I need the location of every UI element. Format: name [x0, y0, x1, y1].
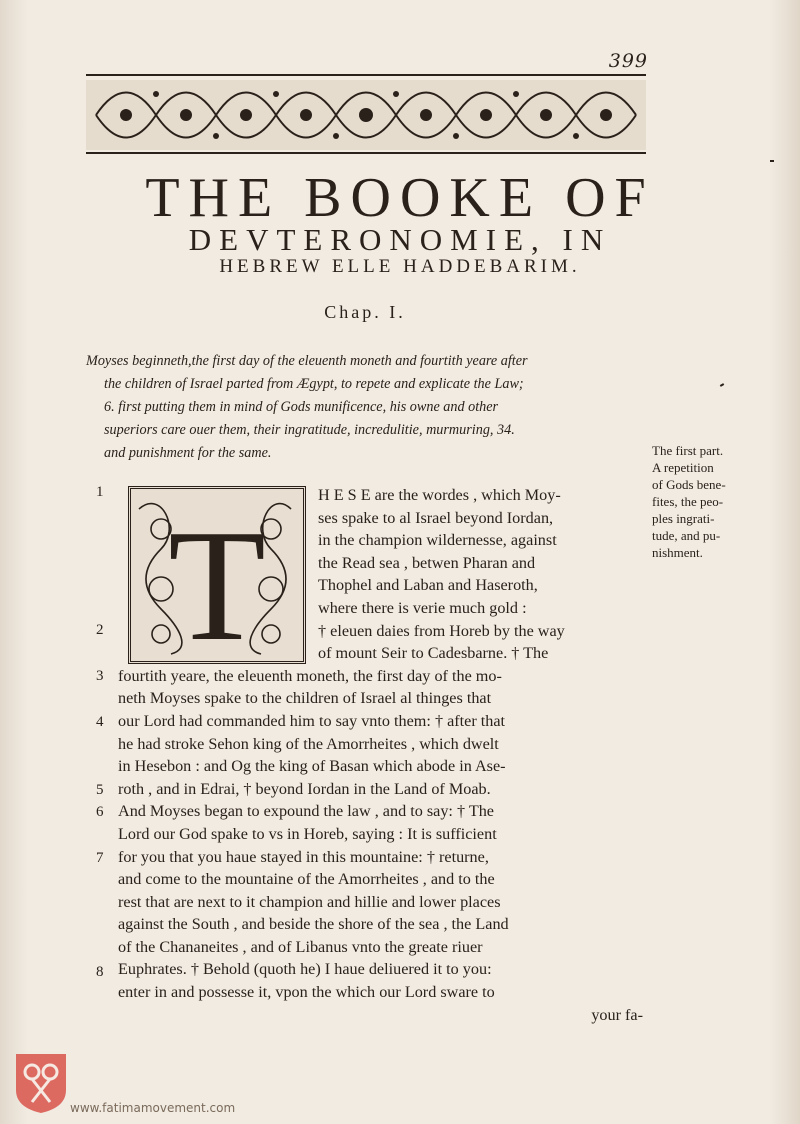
margin-note-line: A repetition — [652, 460, 714, 475]
margin-note — [652, 442, 772, 561]
text-line: in Hesebon : and Og the king of Basan which abode in Ase- — [118, 757, 506, 776]
margin-note-line: ples ingrati- — [652, 511, 715, 526]
book-title: THE BOOKE OF — [145, 167, 655, 229]
text-line: neth Moyses spake to the children of Israel al thinges that — [118, 689, 492, 708]
text-line: Euphrates. † Behold (quoth he) I haue deliuered it to you: — [118, 960, 492, 979]
argument-line: superiors care ouer them, their ingratitude, incredulitie, murmuring, 34. — [104, 422, 515, 438]
text-line: fourtith yeare, the eleuenth moneth, the first day of the mo- — [118, 666, 502, 685]
margin-note-line: The first part. — [652, 443, 724, 458]
text-line: H E S E are the wordes , which Moy- — [318, 486, 561, 504]
text-line: your fa- — [591, 1005, 643, 1024]
hebrew-title: HEBREW ELLE HADDEBARIM. — [219, 256, 581, 277]
text-line: And Moyses began to expound the law , and to say: † The — [118, 802, 494, 821]
text-line: the Read sea , betwen Pharan and — [318, 553, 536, 572]
text-line: of the Chananeites , and of Libanus vnto the greate riuer — [118, 937, 483, 956]
chapter-heading: Chap. I. — [324, 302, 406, 322]
verse-number: 7 — [96, 850, 104, 866]
text-line: † eleuen daies from Horeb by the way — [318, 621, 565, 640]
margin-note-line: nishment. — [652, 545, 703, 560]
chapter-argument — [86, 350, 646, 465]
argument-line: Moyses beginneth,the first day of the eleuenth moneth and fourtith yeare after — [86, 353, 528, 369]
text-line: rest that are next to it champion and hillie and lower places — [118, 892, 501, 911]
print-mark — [770, 160, 774, 162]
website-watermark[interactable]: www.fatimamovement.com — [70, 1101, 236, 1115]
argument-line: and punishment for the same. — [104, 445, 272, 461]
header-rule-bottom — [86, 152, 646, 154]
verse-number: 1 — [96, 484, 104, 500]
margin-note-line: of Gods bene- — [652, 477, 726, 492]
fatima-movement-logo — [14, 1052, 68, 1114]
page-number: 399 — [608, 50, 648, 72]
verse-number: 8 — [96, 964, 104, 980]
margin-note-line: tude, and pu- — [652, 528, 721, 543]
book-subtitle: DEVTERONOMIE, IN — [188, 222, 612, 257]
text-line: our Lord had commanded him to say vnto them: † after that — [118, 711, 506, 730]
text-line: he had stroke Sehon king of the Amorrheites , which dwelt — [118, 734, 499, 753]
text-line: roth , and in Edrai, † beyond Iordan in the Land of Moab. — [118, 779, 491, 798]
ornamental-headpiece — [86, 80, 646, 150]
scripture-text — [118, 484, 643, 1026]
text-line: Thophel and Laban and Haseroth, — [318, 576, 538, 595]
text-line: Lord our God spake to vs in Horeb, saying : It is sufficient — [118, 824, 497, 843]
verse-number: 4 — [96, 714, 104, 730]
verse-number: 6 — [96, 804, 104, 820]
verse-number: 3 — [96, 668, 104, 684]
argument-line: the children of Israel parted from Ægypt, to repete and explicate the Law; — [104, 376, 524, 392]
dropcap-letter: T — [168, 496, 266, 661]
text-line: against the South , and beside the shore of the sea , the Land — [118, 915, 509, 934]
text-line: enter in and possesse it, vpon the which our Lord sware to — [118, 983, 495, 1002]
text-line: in the champion wildernesse, against — [318, 531, 557, 550]
argument-line: 6. first putting them in mind of Gods munificence, his owne and other — [104, 399, 499, 415]
verse-number: 2 — [96, 622, 104, 638]
header-rule-top — [86, 74, 646, 76]
text-line: and come to the mountaine of the Amorrheites , and to the — [118, 870, 495, 889]
text-line: ses spake to al Israel beyond Iordan, — [318, 508, 554, 527]
margin-note-line: fites, the peo- — [652, 494, 724, 509]
print-mark — [720, 383, 724, 387]
text-line: for you that you haue stayed in this mountaine: † returne, — [118, 847, 489, 866]
verse-number: 5 — [96, 782, 104, 798]
text-line: where there is verie much gold : — [318, 598, 527, 617]
text-line: of mount Seir to Cadesbarne. † The — [318, 644, 549, 663]
